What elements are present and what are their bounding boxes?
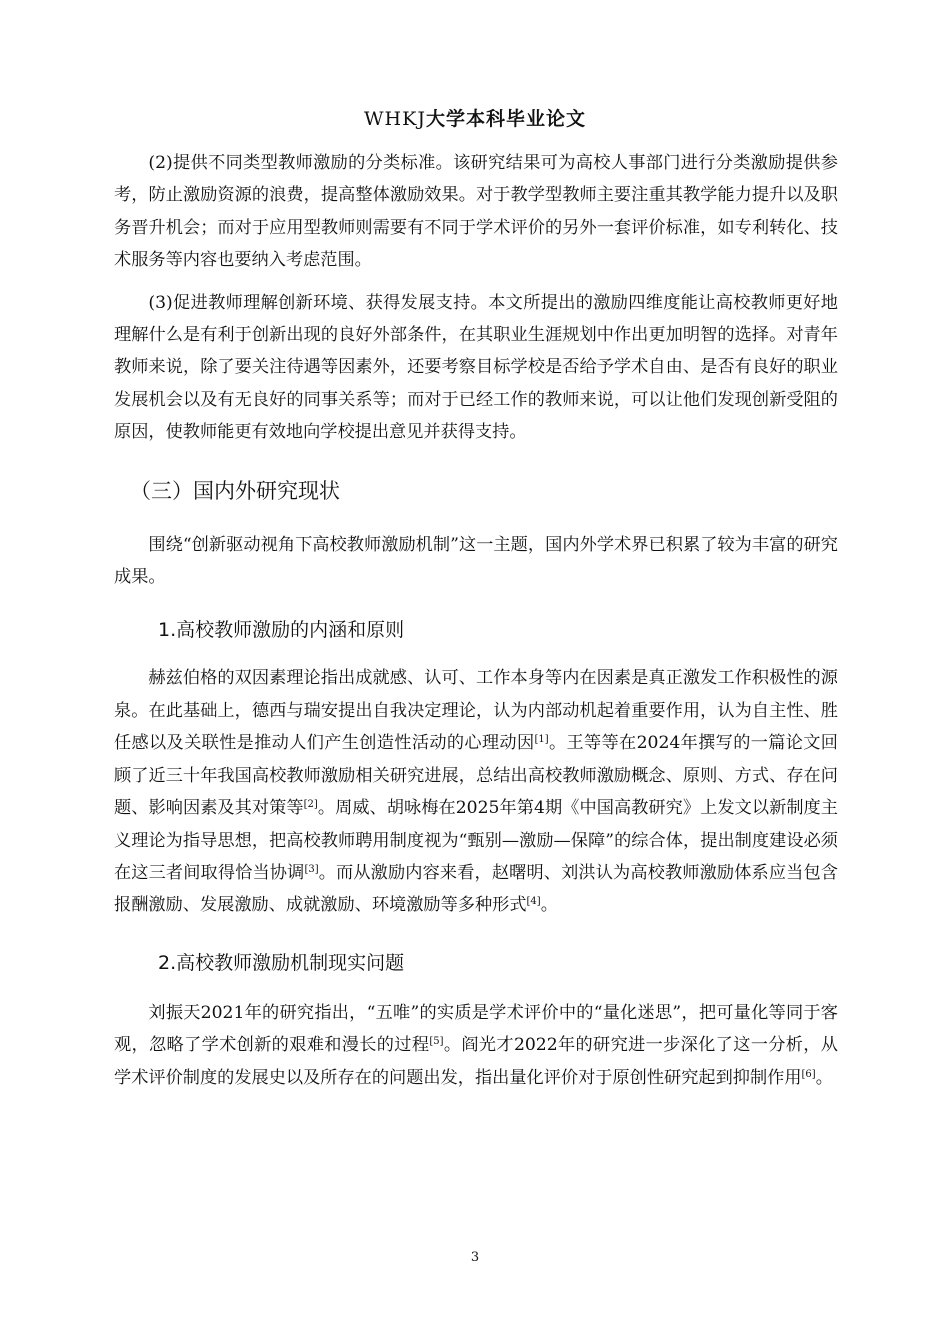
- subsection-heading-practical-problems: 2.高校教师激励机制现实问题: [158, 951, 405, 974]
- page-number: 3: [470, 1250, 480, 1265]
- citation-ref-4: [4]: [526, 896, 541, 908]
- header-title: 大学本科毕业论文: [425, 108, 586, 130]
- text-segment: 。阎光才2022年的研究进一步深化了这一分析，从学术评价制度的发展史以及所存在的问题出发，指出量化评价对于原创性研究起到抑制作用: [114, 1035, 838, 1088]
- citation-ref-2: [2]: [303, 799, 318, 811]
- header-prefix: WHKJ: [364, 108, 426, 130]
- subsection-heading-connotation: 1.高校教师激励的内涵和原则: [158, 619, 405, 642]
- citation-ref-6: [6]: [801, 1068, 816, 1080]
- paragraph-innovation-environment: (3)促进教师理解创新环境、获得发展支持。本文所提出的激励四维度能让高校教师更好地理解什么是有利于创新出现的良好外部条件，在其职业生涯规划中作出更加明智的选择。对青年教师来说，除了要关注待遇等因素外，还要考察目标学校是否给予学术自由、是否有良好的职业发展机会以及有无良好的同事关系等；而对于已经工作的教师来说，可以让他们发现创新受阻的原因，使教师能更有效地向学校提出意见并获得支持。: [114, 292, 838, 443]
- paragraph-quantitative-evaluation: [114, 997, 838, 1094]
- text-segment: 刘振天2021年的研究指出，“五唯”的实质是学术评价中的“量化迷思”，把可量化等同于客观，忽略了学术创新的艰难和漫长的过程: [114, 1002, 838, 1056]
- section-heading-research-status: （三）国内外研究现状: [130, 478, 340, 503]
- paper-body: [114, 147, 838, 1094]
- text-segment: 赫兹伯格的双因素理论指出成就感、认可、工作本身等内在因素是真正激发工作积极性的源泉。在此基础上，德西与瑞安提出自我决定理论，认为内部动机起着重要作用，认为自主性、胜任感以及关联性是推动人们产生创造性活动的心理动因: [114, 668, 838, 754]
- page-header: [0, 104, 950, 131]
- citation-ref-1: [1]: [534, 734, 549, 746]
- text-segment: 。: [540, 895, 558, 916]
- paragraph-incentive-theory: [114, 662, 838, 921]
- citation-ref-5: [5]: [429, 1036, 444, 1048]
- text-segment: 。: [815, 1067, 833, 1088]
- paragraph-research-overview: 围绕“创新驱动视角下高校教师激励机制”这一主题，国内外学术界已积累了较为丰富的研究成果。: [114, 534, 838, 588]
- text-segment: 。王等等在2024年撰写的一篇论文回顾了近三十年我国高校教师激励相关研究进展，总结出高校教师激励概念、原则、方式、存在问题、影响因素及其对策等: [114, 733, 838, 819]
- text-segment: 。周威、胡咏梅在2025年第4期《中国高教研究》上发文以新制度主义理论为指导思想，把高校教师聘用制度视为“甄别—激励—保障”的综合体，提出制度建设必须在这三者间取得恰当协调: [114, 798, 838, 883]
- text-segment: 。而从激励内容来看，赵曙明、刘洪认为高校教师激励体系应当包含报酬激励、发展激励、成就激励、环境激励等多种形式: [114, 862, 838, 916]
- citation-ref-3: [3]: [304, 863, 319, 875]
- paragraph-classification-standard: (2)提供不同类型教师激励的分类标准。该研究结果可为高校人事部门进行分类激励提供参考，防止激励资源的浪费，提高整体激励效果。对于教学型教师主要注重其教学能力提升以及职务晋升机会；而对于应用型教师则需要有不同于学术评价的另外一套评价标准，如专利转化、技术服务等内容也要纳入考虑范围。: [114, 153, 838, 271]
